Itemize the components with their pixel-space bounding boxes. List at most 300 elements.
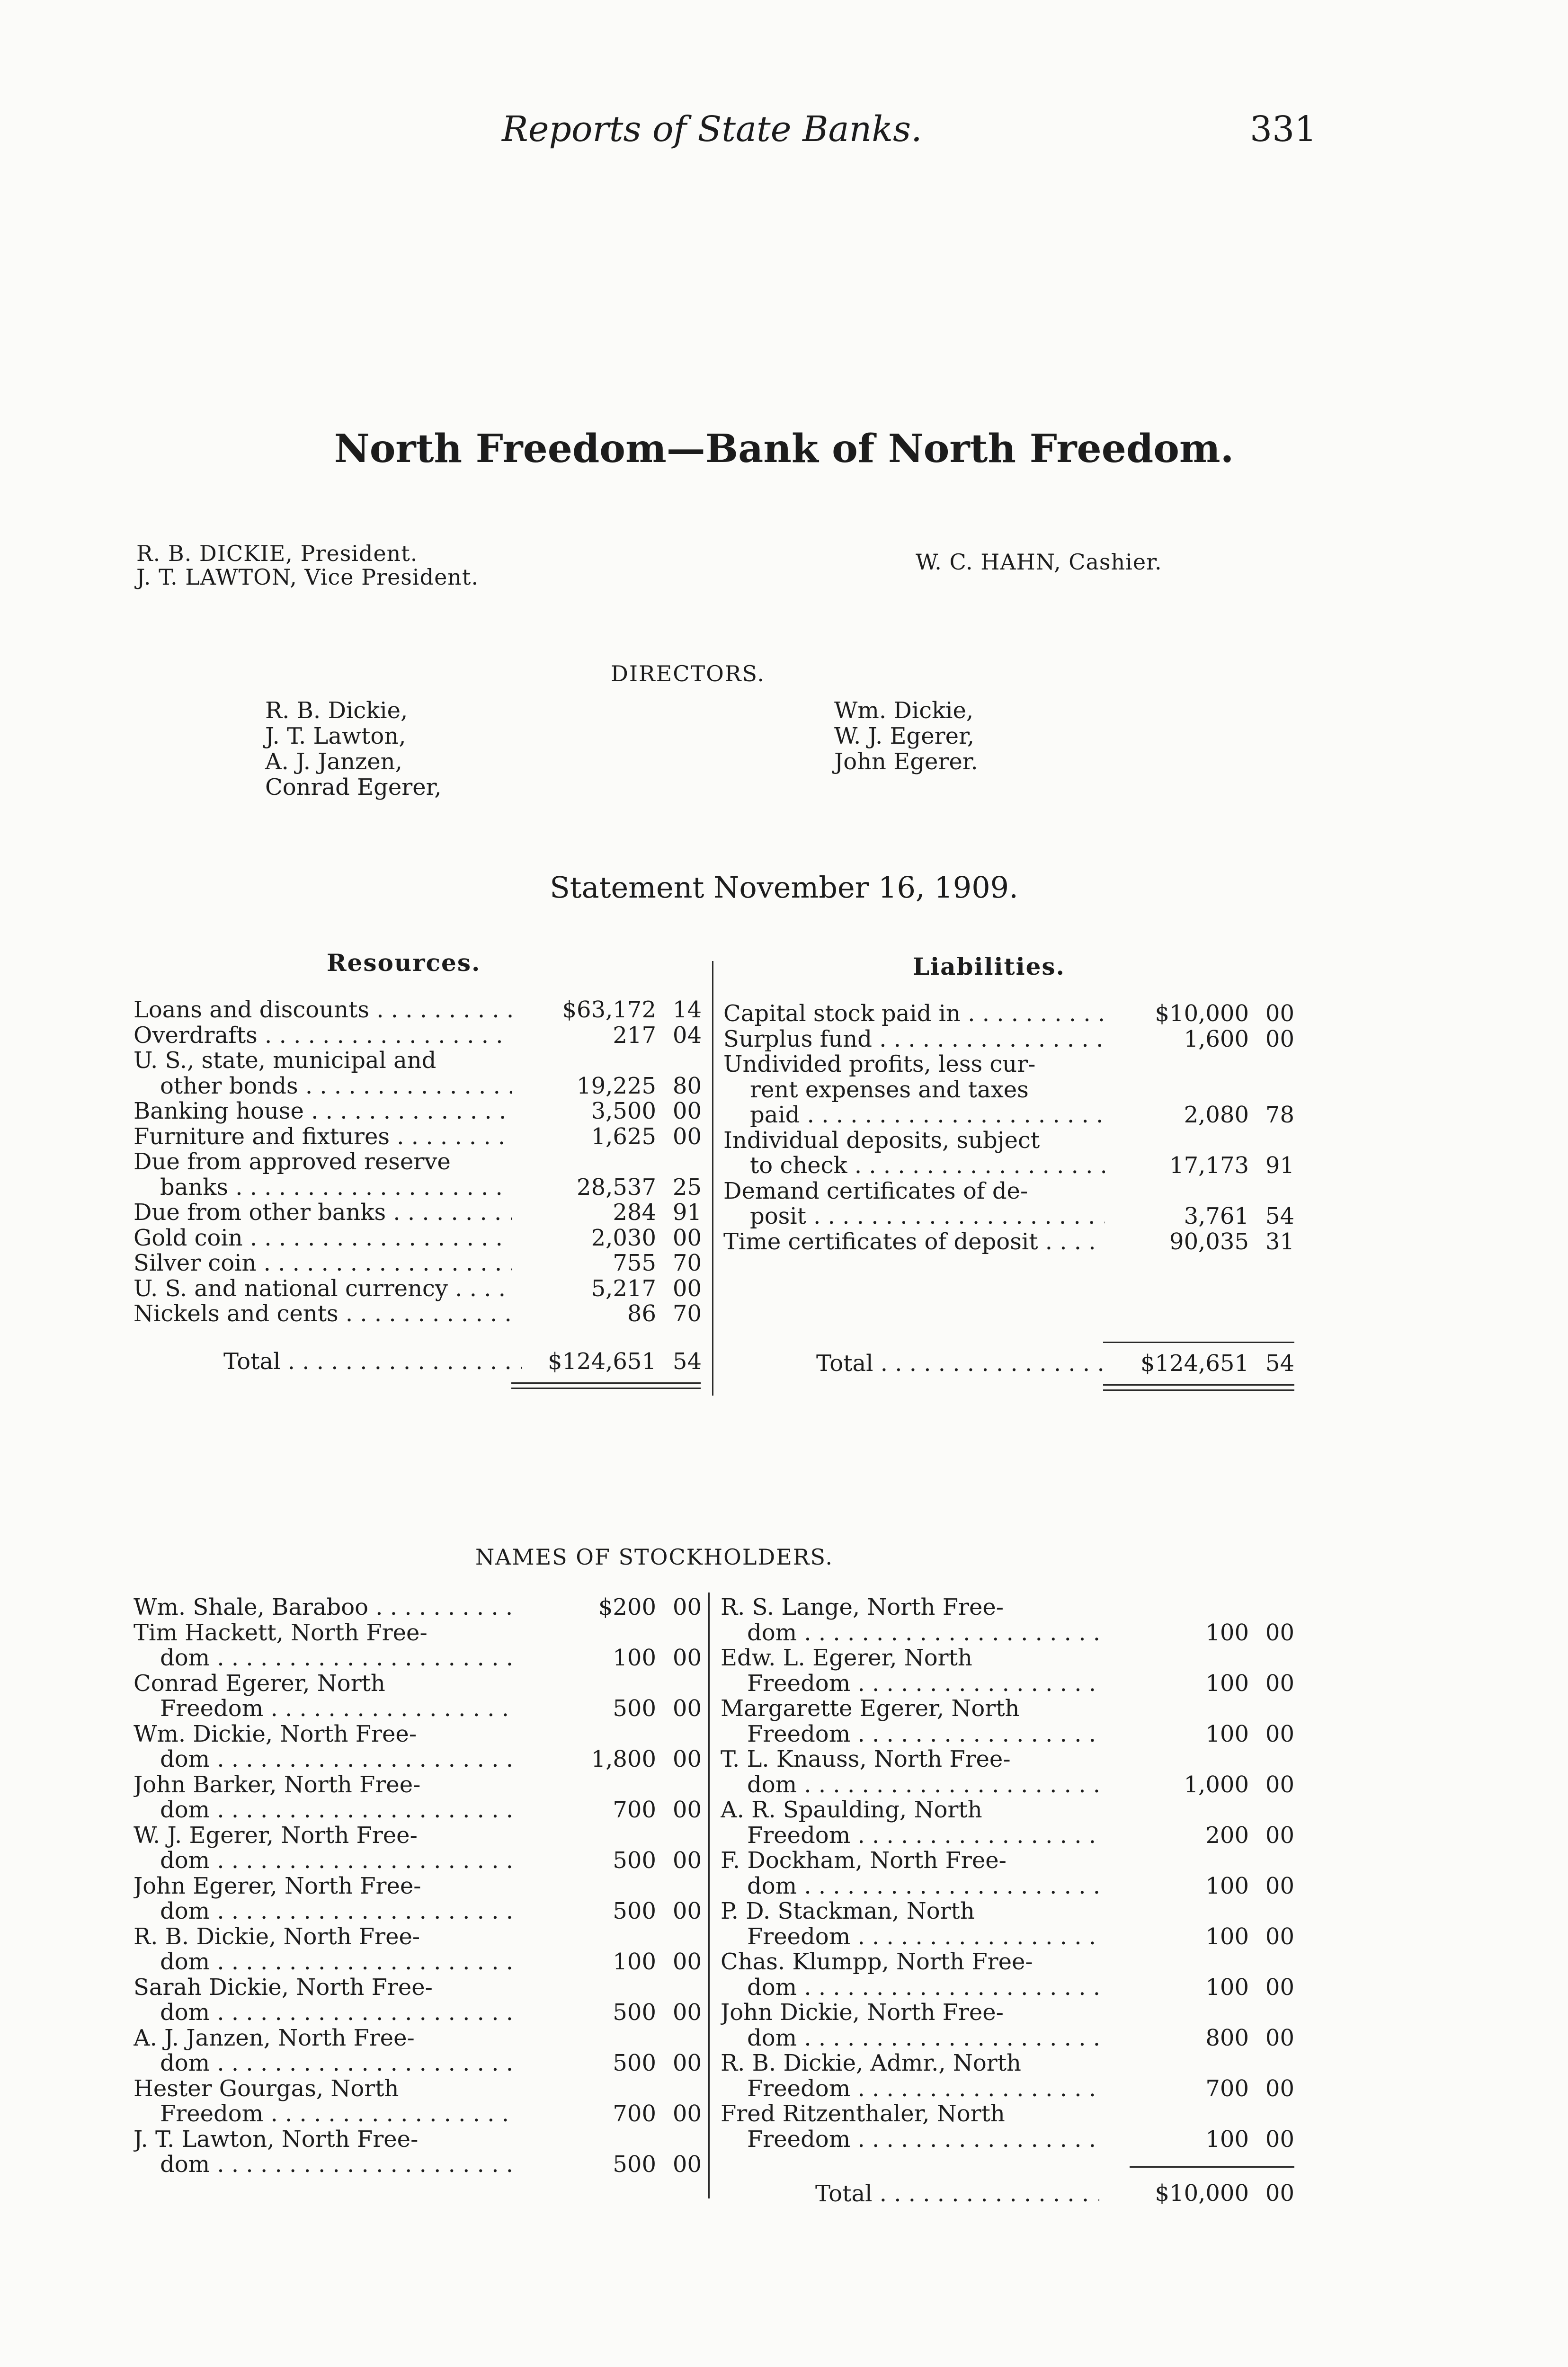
line-item-label-cell [134, 1276, 512, 1301]
liabilities-total-label-cell [723, 1350, 1112, 1376]
resources-rows-row [134, 1149, 702, 1175]
line-item-dollars: 5,217 [591, 1275, 656, 1302]
line-item-label: Surplus fund . . . [723, 1026, 1105, 1052]
stockholder-name: dom . . . [134, 1848, 512, 1873]
resources-total-row [134, 1348, 702, 1377]
line-item-label: posit . . . [723, 1203, 1105, 1229]
stockholder-line [721, 1848, 1294, 1873]
stockholder-name: Wm. Dickie, North Free- [134, 1721, 417, 1747]
stockholder-cents: 00 [672, 2050, 702, 2076]
line-item-label: Loans and discounts . . . [134, 997, 512, 1023]
resources-rows-row [134, 1023, 702, 1048]
liabilities-rows-row [723, 1203, 1294, 1229]
stockholder-name: A. J. Janzen, North Free- [134, 2025, 415, 2051]
stockholder-name: John Egerer, North Free- [134, 1873, 421, 1899]
stockholder-line [721, 1949, 1294, 1975]
liabilities-rows-row [723, 1128, 1294, 1153]
stockholder-name: dom . . . [134, 1898, 512, 1924]
stockholders-right-list [721, 1594, 1294, 2200]
stockholder-cents: 00 [1265, 1822, 1294, 1849]
stockholder-cents: 00 [672, 2100, 702, 2127]
line-item-cents: 14 [672, 997, 702, 1023]
resources-rows-row [134, 1250, 702, 1276]
directors-heading: DIRECTORS. [611, 661, 765, 686]
resources-rows-row [134, 1073, 702, 1099]
line-item-label: Individual deposits, subject [723, 1127, 1040, 1153]
stockholder-line [721, 1898, 1294, 1924]
line-item-cents: 54 [1265, 1203, 1294, 1229]
stockholder-name: Tim Hackett, North Free- [134, 1620, 428, 1646]
line-item-label-cell [134, 1073, 512, 1099]
line-item-label-cell [134, 1175, 512, 1200]
resources-heading: Resources. [327, 949, 481, 977]
line-item-dollars: 1,625 [591, 1123, 656, 1150]
stockholder-dollars: 100 [1205, 1670, 1249, 1697]
line-item-label-cell [134, 1048, 512, 1073]
stockholder-dollars: 1,000 [1184, 1771, 1249, 1798]
line-item-label: Nickels and cents . . . [134, 1301, 512, 1326]
stockholder-name-cell [134, 1975, 512, 2000]
stockholder-name-cell [134, 1696, 512, 1721]
stockholder-dollars: $200 [598, 1594, 656, 1620]
resources-total-dollars: $124,651 [547, 1348, 656, 1375]
director-name: J. T. Lawton, [265, 723, 406, 749]
stockholder-name: dom . . . [134, 1797, 512, 1823]
stockholder-name: J. T. Lawton, North Free- [134, 2126, 419, 2152]
stockholder-cents: 00 [672, 1797, 702, 1823]
stockholder-cents: 00 [1265, 1619, 1294, 1646]
stockholder-name: dom . . . [721, 2025, 1099, 2051]
stockholder-name-cell [721, 2101, 1099, 2127]
stockholder-name: dom . . . [134, 2000, 512, 2025]
stockholder-name-cell [721, 1594, 1099, 1620]
line-item-cents: 00 [672, 1224, 702, 1251]
stockholder-dollars: 100 [1205, 1872, 1249, 1899]
stockholder-line [134, 1594, 702, 1620]
stockholder-dollars: 500 [613, 2151, 656, 2178]
stockholder-cents: 00 [1265, 2075, 1294, 2102]
stockholder-name: dom . . . [134, 1645, 512, 1671]
line-item-label-cell [134, 1225, 512, 1251]
director-name: John Egerer. [834, 748, 978, 775]
stockholder-line [134, 1975, 702, 2000]
cashier: W. C. HAHN, Cashier. [916, 549, 1162, 575]
stockholder-name-cell [134, 1949, 512, 1975]
stockholder-dollars: 500 [613, 1847, 656, 1874]
resources-rows-row [134, 1124, 702, 1149]
resources-rows-row [134, 1200, 702, 1225]
stockholder-cents: 00 [1265, 1923, 1294, 1950]
stockholder-name-cell [721, 1721, 1099, 1747]
stockholder-name-cell [134, 1823, 512, 1848]
stockholder-name: R. B. Dickie, North Free- [134, 1923, 420, 1949]
stockholder-line [134, 2050, 702, 2076]
line-item-label-cell [723, 1102, 1105, 1128]
stockholder-name-cell [721, 1797, 1099, 1823]
stockholder-name-cell [134, 1924, 512, 1949]
line-item-dollars: 3,761 [1184, 1203, 1249, 1229]
running-title: Reports of State Banks. [502, 109, 922, 150]
liabilities-total-label: Total . . . [723, 1350, 1112, 1376]
line-item-label-cell [134, 1250, 512, 1276]
line-item-label-cell [723, 1178, 1105, 1204]
stockholder-name-cell [721, 1848, 1099, 1873]
liabilities-rows-row [723, 1001, 1294, 1026]
line-item-label: rent expenses and taxes [750, 1077, 1029, 1103]
stockholder-name-cell [721, 1975, 1099, 2000]
stockholder-line [721, 1620, 1294, 1646]
line-item-cents: 78 [1265, 1102, 1294, 1128]
stockholder-dollars: 500 [613, 2050, 656, 2076]
line-item-label-cell [134, 1200, 512, 1225]
stockholder-line [721, 2076, 1294, 2101]
stockholder-name: P. D. Stackman, North [721, 1898, 975, 1924]
stockholder-line [134, 1696, 702, 1721]
stockholder-name: Freedom . . . [721, 1924, 1099, 1949]
stockholder-name: Freedom . . . [721, 1671, 1099, 1696]
resources-total-label: Total . . . [134, 1348, 522, 1374]
line-item-label-cell [134, 1149, 512, 1175]
resources-rows-row [134, 1225, 702, 1251]
stockholder-line [134, 2000, 702, 2025]
line-item-label: Gold coin . . . [134, 1225, 512, 1251]
stockholder-line [721, 2050, 1294, 2076]
liabilities-rows-row [723, 1026, 1294, 1052]
stockholder-name-cell [721, 1949, 1099, 1975]
stockholder-line [134, 1620, 702, 1646]
line-item-dollars: 86 [627, 1300, 656, 1327]
stockholder-name-cell [134, 2050, 512, 2076]
stockholder-cents: 00 [1265, 1974, 1294, 2001]
statement-date: Statement November 16, 1909. [550, 870, 1018, 905]
stockholder-name: Freedom . . . [134, 2101, 512, 2127]
stockholder-line [721, 2127, 1294, 2152]
stockholder-name: Freedom . . . [134, 1696, 512, 1721]
liabilities-table [723, 1001, 1294, 1266]
line-item-dollars: 284 [613, 1199, 656, 1226]
stockholder-line [134, 2127, 702, 2152]
stockholder-name: dom . . . [721, 1772, 1099, 1797]
stockholder-line [721, 1797, 1294, 1823]
line-item-label-cell [723, 1077, 1105, 1103]
director-name: Conrad Egerer, [265, 774, 442, 801]
stockholder-name: Freedom . . . [721, 2076, 1099, 2101]
line-item-label: banks . . . [134, 1175, 512, 1200]
stockholders-total-dollars: $10,000 [1155, 2180, 1249, 2207]
statement-divider [712, 961, 713, 1396]
stockholders-total-label: Total . . . [721, 2180, 1099, 2206]
stockholder-name-cell [721, 1671, 1099, 1696]
stockholders-left-list [134, 1594, 702, 2210]
resources-total-cents: 54 [672, 1348, 702, 1375]
stockholder-dollars: 700 [1205, 2075, 1249, 2102]
stockholder-dollars: 500 [613, 1898, 656, 1924]
stockholder-line [721, 1975, 1294, 2000]
line-item-label: U. S. and national currency . . . [134, 1276, 512, 1301]
liabilities-total-dollars: $124,651 [1140, 1350, 1249, 1377]
stockholder-name: Wm. Shale, Baraboo . . . [134, 1594, 512, 1620]
line-item-label: Banking house . . . [134, 1098, 512, 1124]
line-item-label: Silver coin . . . [134, 1250, 512, 1276]
stockholder-line [134, 1645, 702, 1671]
liabilities-rows-row [723, 1178, 1294, 1204]
stockholder-line [134, 1671, 702, 1696]
stockholder-line [134, 1772, 702, 1797]
line-item-label-cell [134, 1098, 512, 1124]
stockholder-line [721, 2000, 1294, 2025]
line-item-label: U. S., state, municipal and [134, 1048, 437, 1073]
stockholder-name: Fred Ritzenthaler, North [721, 2101, 1005, 2127]
line-item-dollars: 28,537 [577, 1174, 656, 1201]
stockholder-line [134, 2025, 702, 2051]
director-name: Wm. Dickie, [834, 697, 974, 724]
stockholder-name-cell [721, 1746, 1099, 1772]
stockholder-name-cell [134, 1671, 512, 1696]
line-item-dollars: 17,173 [1169, 1152, 1249, 1179]
line-item-label: Due from approved reserve [134, 1149, 451, 1175]
stockholder-name-cell [134, 1797, 512, 1823]
stockholder-name: John Dickie, North Free- [721, 2000, 1004, 2025]
stockholder-name: dom . . . [134, 2152, 512, 2177]
stockholder-name-cell [721, 1924, 1099, 1949]
stockholder-line [721, 1873, 1294, 1899]
stockholder-dollars: 100 [1205, 1720, 1249, 1747]
line-item-cents: 00 [1265, 1000, 1294, 1027]
stockholder-line [721, 2101, 1294, 2127]
stockholder-name-cell [721, 2127, 1099, 2152]
stockholder-name: dom . . . [721, 1620, 1099, 1646]
stockholder-name-cell [134, 2127, 512, 2152]
stockholder-dollars: 700 [613, 2100, 656, 2127]
liabilities-rows-row [723, 1102, 1294, 1128]
stockholder-cents: 00 [1265, 1872, 1294, 1899]
stockholder-name-cell [134, 2000, 512, 2025]
line-item-cents: 25 [672, 1174, 702, 1201]
directors-left-list [265, 698, 442, 800]
stockholder-line [134, 2076, 702, 2101]
stockholder-name-cell [134, 1620, 512, 1646]
stockholder-cents: 00 [672, 1645, 702, 1671]
stockholder-name-cell [721, 1823, 1099, 1848]
stockholder-line [134, 1746, 702, 1772]
bank-title: North Freedom—Bank of North Freedom. [334, 426, 1234, 472]
line-item-label-cell [723, 1001, 1105, 1026]
president: R. B. DICKIE, President. [136, 541, 418, 566]
stockholder-line [134, 1898, 702, 1924]
stockholder-name-cell [134, 2076, 512, 2101]
line-item-cents: 70 [672, 1300, 702, 1327]
resources-table [134, 997, 702, 1338]
stockholder-name-cell [134, 1721, 512, 1747]
resources-rows-row [134, 1098, 702, 1124]
resources-rows-row [134, 1276, 702, 1301]
line-item-label-cell [723, 1153, 1105, 1178]
stockholder-name-cell [134, 1772, 512, 1797]
stockholder-name-cell [134, 2025, 512, 2051]
stockholder-dollars: 500 [613, 1695, 656, 1722]
stockholder-cents: 00 [1265, 1771, 1294, 1798]
stockholder-name-cell [721, 1620, 1099, 1646]
line-item-dollars: 217 [613, 1022, 656, 1049]
stockholder-cents: 00 [672, 1594, 702, 1620]
line-item-cents: 00 [1265, 1025, 1294, 1052]
stockholder-line [134, 1797, 702, 1823]
stockholder-cents: 00 [672, 1949, 702, 1975]
stockholder-name: dom . . . [134, 1949, 512, 1975]
stockholder-cents: 00 [672, 1999, 702, 2026]
stockholder-name-cell [721, 1873, 1099, 1899]
stockholder-name: John Barker, North Free- [134, 1771, 421, 1797]
liabilities-total-row [723, 1350, 1294, 1379]
liabilities-rows-row [723, 1153, 1294, 1178]
stockholder-name: R. S. Lange, North Free- [721, 1594, 1004, 1620]
line-item-cents: 70 [672, 1250, 702, 1276]
liabilities-rows-row [723, 1077, 1294, 1103]
line-item-cents: 00 [672, 1275, 702, 1302]
stockholder-dollars: 800 [1205, 2024, 1249, 2051]
stockholder-name-cell [134, 1848, 512, 1873]
line-item-label: Overdrafts . . . [134, 1023, 512, 1048]
stockholder-line [134, 1873, 702, 1899]
stockholder-dollars: 200 [1205, 1822, 1249, 1849]
line-item-label: Demand certificates of de- [723, 1178, 1028, 1204]
stockholder-line [721, 1823, 1294, 1848]
line-item-dollars: 755 [613, 1250, 656, 1276]
liabilities-rows-row [723, 1229, 1294, 1255]
stockholders-total-cents: 00 [1265, 2180, 1294, 2207]
line-item-cents: 00 [672, 1123, 702, 1150]
director-name: R. B. Dickie, [265, 697, 408, 724]
stockholders-sum-rule [1130, 2166, 1294, 2168]
stockholder-name: F. Dockham, North Free- [721, 1848, 1007, 1873]
line-item-cents: 80 [672, 1072, 702, 1099]
stockholder-line [134, 2152, 702, 2177]
stockholder-name: T. L. Knauss, North Free- [721, 1746, 1011, 1772]
director-name: W. J. Egerer, [834, 723, 974, 749]
stockholders-heading: NAMES OF STOCKHOLDERS. [475, 1544, 833, 1570]
liabilities-sum-rule [1103, 1342, 1294, 1343]
stockholder-dollars: 100 [1205, 1974, 1249, 2001]
resources-rows-row [134, 997, 702, 1023]
line-item-dollars: 19,225 [577, 1072, 656, 1099]
line-item-dollars: 1,600 [1184, 1025, 1249, 1052]
stockholder-cents: 00 [672, 1847, 702, 1874]
stockholder-line [721, 1721, 1294, 1747]
liabilities-total-rule [1103, 1384, 1294, 1391]
stockholder-name: Edw. L. Egerer, North [721, 1645, 972, 1671]
directors-right-list [834, 698, 978, 774]
stockholders-total-row [721, 2180, 1294, 2209]
stockholder-name-cell [721, 2000, 1099, 2025]
stockholder-name-cell [134, 2152, 512, 2177]
line-item-label: to check . . . [723, 1153, 1105, 1178]
stockholder-dollars: 100 [613, 1645, 656, 1671]
line-item-label: paid . . . [723, 1102, 1105, 1128]
stockholder-name: Chas. Klumpp, North Free- [721, 1949, 1033, 1975]
line-item-label-cell [723, 1026, 1105, 1052]
line-item-label-cell [134, 1023, 512, 1048]
stockholder-dollars: 700 [613, 1797, 656, 1823]
vice-president: J. T. LAWTON, Vice President. [136, 564, 479, 590]
liabilities-rows-row [723, 1051, 1294, 1077]
stockholder-name: dom . . . [134, 2050, 512, 2076]
line-item-label-cell [723, 1051, 1105, 1077]
resources-rows-row [134, 1175, 702, 1200]
line-item-cents: 04 [672, 1022, 702, 1049]
stockholder-dollars: 100 [613, 1949, 656, 1975]
stockholder-name: Conrad Egerer, North [134, 1670, 385, 1696]
stockholder-line [721, 1696, 1294, 1721]
stockholder-line [721, 2025, 1294, 2051]
stockholders-divider [708, 1593, 710, 2198]
stockholder-dollars: 500 [613, 1999, 656, 2026]
stockholder-name-cell [721, 1645, 1099, 1671]
stockholder-name: Sarah Dickie, North Free- [134, 1974, 433, 2000]
stockholder-name-cell [721, 1696, 1099, 1721]
line-item-label-cell [134, 1301, 512, 1326]
line-item-cents: 91 [672, 1199, 702, 1226]
line-item-label: Furniture and fixtures . . . [134, 1124, 512, 1149]
stockholder-cents: 00 [1265, 2126, 1294, 2153]
stockholder-line [134, 1949, 702, 1975]
page-number: 331 [1250, 109, 1317, 150]
stockholder-name: Freedom . . . [721, 1721, 1099, 1747]
stockholder-name-cell [721, 1772, 1099, 1797]
stockholder-cents: 00 [1265, 2024, 1294, 2051]
stockholder-name-cell [721, 1898, 1099, 1924]
stockholder-dollars: 100 [1205, 2126, 1249, 2153]
stockholder-cents: 00 [672, 1695, 702, 1722]
stockholder-line [721, 1671, 1294, 1696]
director-name: A. J. Janzen, [265, 748, 402, 775]
stockholder-dollars: 100 [1205, 1923, 1249, 1950]
line-item-dollars: $10,000 [1155, 1000, 1249, 1027]
line-item-label: Time certificates of deposit . . . [723, 1229, 1105, 1255]
stockholder-name-cell [721, 2050, 1099, 2076]
resources-total-label-cell [134, 1348, 522, 1374]
stockholder-line [721, 1772, 1294, 1797]
line-item-label-cell [134, 1124, 512, 1149]
stockholder-name: Hester Gourgas, North [134, 2075, 399, 2101]
stockholder-name: dom . . . [721, 1975, 1099, 2000]
line-item-dollars: 2,080 [1184, 1102, 1249, 1128]
stockholder-line [721, 1594, 1294, 1620]
liabilities-heading: Liabilities. [913, 952, 1065, 980]
stockholder-name: dom . . . [134, 1746, 512, 1772]
stockholder-line [721, 1924, 1294, 1949]
stockholder-name: Freedom . . . [721, 2127, 1099, 2152]
line-item-cents: 91 [1265, 1152, 1294, 1179]
stockholder-name-cell [134, 1898, 512, 1924]
line-item-dollars: 2,030 [591, 1224, 656, 1251]
liabilities-total-cents: 54 [1265, 1350, 1294, 1377]
line-item-label: other bonds . . . [134, 1073, 512, 1099]
stockholder-dollars: 1,800 [591, 1746, 656, 1772]
line-item-dollars: $63,172 [562, 997, 656, 1023]
stockholder-name-cell [134, 1594, 512, 1620]
line-item-cents: 31 [1265, 1228, 1294, 1255]
stockholder-cents: 00 [672, 1746, 702, 1772]
stockholders-total-label-cell [721, 2180, 1099, 2206]
stockholder-dollars: 100 [1205, 1619, 1249, 1646]
line-item-label: Capital stock paid in . . . [723, 1001, 1105, 1026]
stockholder-line [134, 1823, 702, 1848]
stockholder-line [721, 1645, 1294, 1671]
resources-rows-row [134, 1048, 702, 1073]
line-item-label: Due from other banks . . . [134, 1200, 512, 1225]
stockholder-cents: 00 [672, 1898, 702, 1924]
stockholder-name: A. R. Spaulding, North [721, 1797, 982, 1823]
